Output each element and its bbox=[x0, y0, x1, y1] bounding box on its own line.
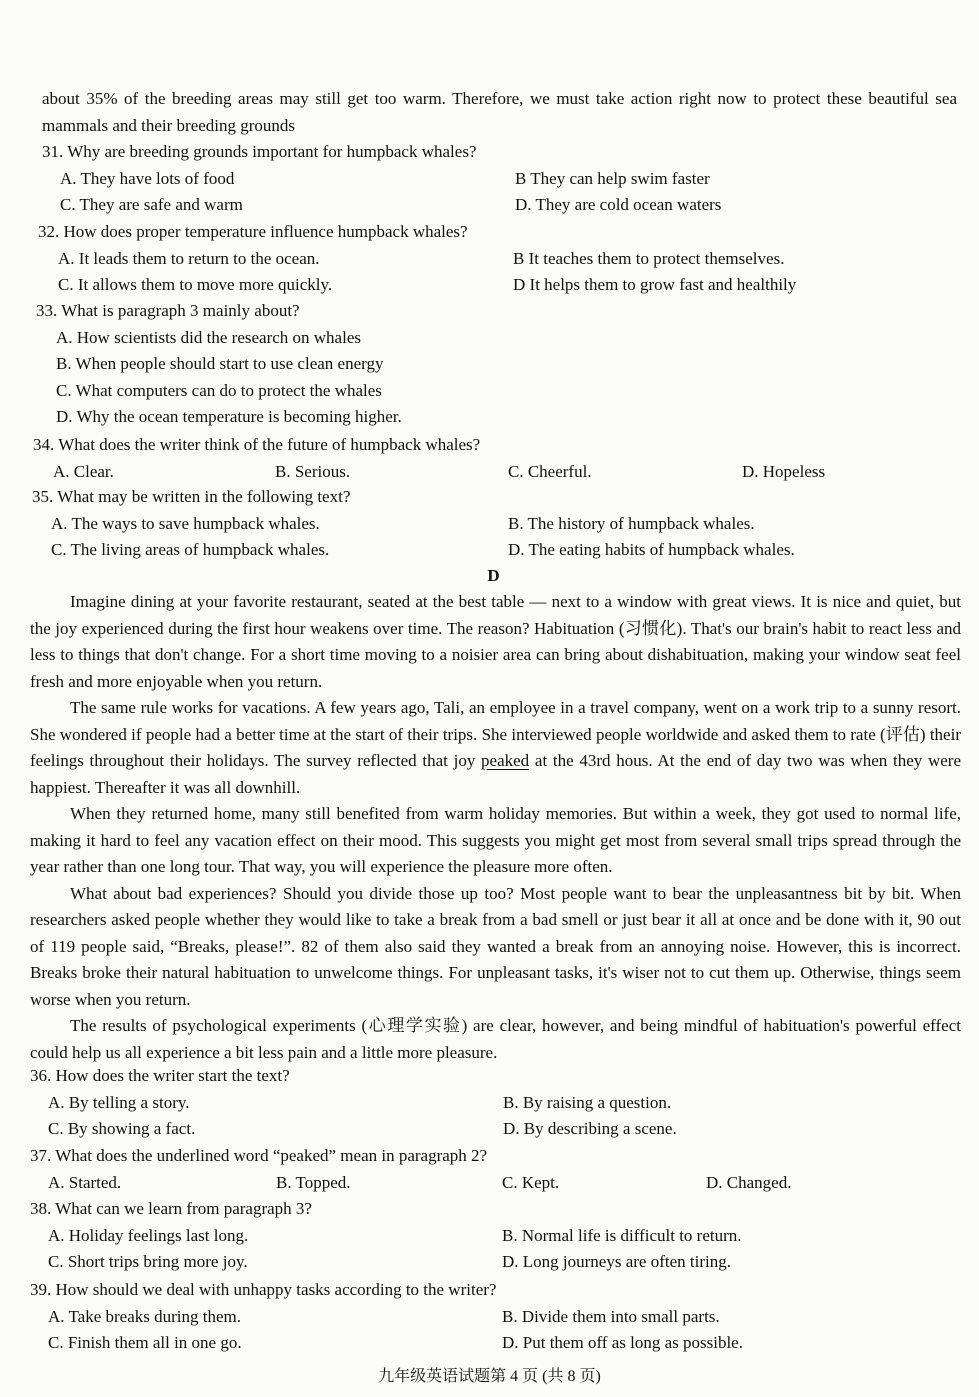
option-d: D. The eating habits of humpback whales. bbox=[508, 540, 795, 559]
question-stem: 33. What is paragraph 3 mainly about? bbox=[36, 301, 300, 320]
options bbox=[36, 325, 957, 431]
option-b: B. Topped. bbox=[276, 1172, 351, 1192]
options bbox=[33, 459, 957, 486]
option-b: B. Divide them into small parts. bbox=[502, 1306, 720, 1326]
options bbox=[32, 511, 957, 564]
option-d: D. By describing a scene. bbox=[503, 1119, 677, 1138]
question-stem: 32. How does proper temperature influence humpback whales? bbox=[38, 222, 468, 241]
passage-d-paragraph-2 bbox=[30, 695, 961, 801]
question-31 bbox=[42, 139, 957, 219]
question-stem: 39. How should we deal with unhappy tasks according to the writer? bbox=[30, 1280, 497, 1299]
question-stem: 36. How does the writer start the text? bbox=[30, 1066, 290, 1085]
section-d-heading bbox=[30, 563, 957, 590]
question-35 bbox=[32, 484, 957, 564]
passage-c-last-paragraph: about 35% of the breeding areas may still get too warm. Therefore, we must take action right now to protect these beautiful sea mammals and their breeding grounds bbox=[42, 89, 957, 135]
option-c: C. What computers can do to protect the whales bbox=[56, 380, 382, 400]
question-stem: 35. What may be written in the following text? bbox=[32, 487, 351, 506]
option-c: C. Short trips bring more joy. bbox=[48, 1252, 248, 1271]
option-c: C. The living areas of humpback whales. bbox=[51, 540, 330, 559]
option-d: D. Put them off as long as possible. bbox=[502, 1333, 743, 1352]
question-stem: 31. Why are breeding grounds important for humpback whales? bbox=[42, 142, 477, 161]
option-a: A. They have lots of food bbox=[60, 168, 235, 188]
question-32 bbox=[38, 219, 957, 299]
passage-d bbox=[30, 589, 961, 1066]
question-33 bbox=[36, 298, 957, 431]
option-b: B. The history of humpback whales. bbox=[508, 513, 755, 533]
option-d: D. Changed. bbox=[706, 1172, 792, 1192]
options bbox=[30, 1223, 957, 1276]
option-c: C. They are safe and warm bbox=[60, 195, 243, 214]
option-b: B They can help swim faster bbox=[515, 168, 710, 188]
question-stem: 38. What can we learn from paragraph 3? bbox=[30, 1199, 312, 1218]
option-a: A. Clear. bbox=[53, 461, 114, 481]
option-b: B. When people should start to use clean energy bbox=[56, 354, 384, 373]
paragraph-2-text-end: at the 43rd hous. At the end of day two was when they were happiest. Thereafter it was all downhill. bbox=[30, 751, 961, 797]
options bbox=[38, 246, 957, 299]
option-a: A. How scientists did the research on whales bbox=[56, 327, 361, 347]
question-38 bbox=[30, 1196, 957, 1276]
question-37 bbox=[30, 1143, 957, 1196]
option-d: D It helps them to grow fast and healthily bbox=[513, 275, 797, 294]
option-c: C. By showing a fact. bbox=[48, 1119, 196, 1138]
question-39 bbox=[30, 1277, 957, 1357]
option-b: B It teaches them to protect themselves. bbox=[513, 248, 785, 268]
option-b: B. Serious. bbox=[275, 461, 351, 481]
options bbox=[30, 1170, 957, 1197]
options bbox=[30, 1090, 957, 1143]
option-d: D. Long journeys are often tiring. bbox=[502, 1252, 731, 1271]
option-a: A. It leads them to return to the ocean. bbox=[58, 248, 320, 268]
option-c: C. Finish them all in one go. bbox=[48, 1333, 242, 1352]
question-34 bbox=[33, 432, 957, 485]
option-c: C. Kept. bbox=[502, 1172, 560, 1192]
paragraph-2-text-start: The same rule works for vacations. A few years ago, Tali, an employee in a travel company, went on a work trip to a sunny resort. She wondered if people had a better time at the start of their trips. She interviewed people worldwide and asked them to rate (评估) their feelings throughout their holidays. The survey reflected that joy bbox=[30, 698, 961, 770]
passage-d-paragraph-1: Imagine dining at your favorite restaurant, seated at the best table — next to a window with great views. It is nice and quiet, but the joy experienced during the first hour weakens over time. The reason? Habituation (习惯化). That's our brain's habit to react less and less to things that don't change. For a short time moving to a noisier area can bring about dishabituation, making your window seat feel fresh and more enjoyable when you return. bbox=[30, 592, 961, 691]
option-c: C. It allows them to move more quickly. bbox=[58, 275, 333, 294]
option-a: A. Started. bbox=[48, 1172, 122, 1192]
option-d: D. They are cold ocean waters bbox=[515, 195, 722, 214]
option-a: A. Take breaks during them. bbox=[48, 1306, 242, 1326]
option-a: A. By telling a story. bbox=[48, 1092, 190, 1112]
question-36 bbox=[30, 1063, 957, 1143]
passage-d-paragraph-4: What about bad experiences? Should you divide those up too? Most people want to bear the unpleasantness bit by bit. When researchers asked people whether they would like to take a break from a bad smell or just bear it all at once and be done with it, 90 out of 119 people said, “Breaks, please!”. 82 of them also said they wanted a break from an annoying noise. However, this is incorrect. Breaks broke their natural habituation to unwelcome things. For unpleasant tasks, it's wiser not to cut them up. Otherwise, things seem worse when you return. bbox=[30, 883, 961, 1009]
options bbox=[30, 1304, 957, 1357]
option-b: B. By raising a question. bbox=[503, 1092, 672, 1112]
option-b: B. Normal life is difficult to return. bbox=[502, 1225, 742, 1245]
option-c: C. Cheerful. bbox=[508, 461, 592, 481]
question-stem: 34. What does the writer think of the future of humpback whales? bbox=[33, 435, 481, 454]
option-d: D. Hopeless bbox=[742, 461, 826, 481]
passage-d-paragraph-3: When they returned home, many still benefited from warm holiday memories. But within a week, they got used to normal life, making it hard to feel any vacation effect on their mood. This suggests you might get most from several small trips spread through the year rather than one long tour. That way, you will experience the pleasure more often. bbox=[30, 804, 961, 876]
options bbox=[42, 166, 957, 219]
question-stem: 37. What does the underlined word “peaked” mean in paragraph 2? bbox=[30, 1146, 488, 1165]
passage-c-ending bbox=[42, 86, 957, 139]
passage-d-paragraph-5: The results of psychological experiments (心理学实验) are clear, however, and being mindful of habituation's powerful effect could help us all experience a bit less pain and a little more pleasure. bbox=[30, 1016, 961, 1062]
option-a: A. Holiday feelings last long. bbox=[48, 1225, 249, 1245]
option-a: A. The ways to save humpback whales. bbox=[51, 513, 320, 533]
underlined-word-peaked: peaked bbox=[481, 751, 530, 770]
section-title: D bbox=[487, 566, 500, 585]
page-footer: 九年级英语试题第 4 页 (共 8 页) bbox=[378, 1368, 601, 1385]
option-d: D. Why the ocean temperature is becoming higher. bbox=[56, 407, 402, 426]
